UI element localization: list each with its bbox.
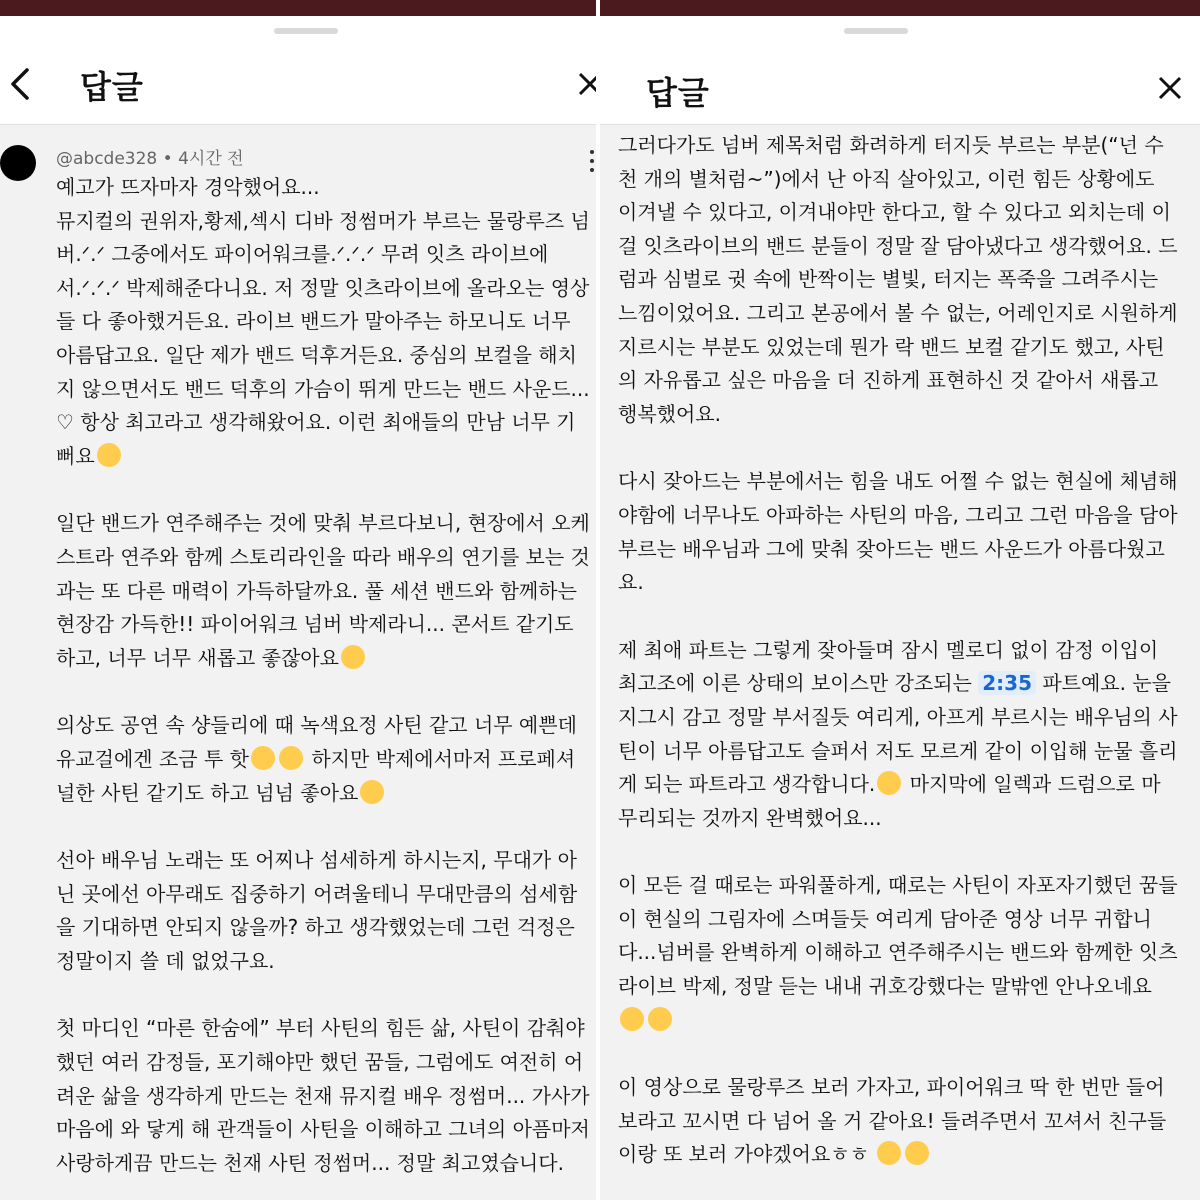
- chevron-left-icon: [7, 64, 33, 104]
- comment-text: 예고가 뜨자마자 경악했어요... 뮤지컬의 권위자,황제,섹시 디바 정썸머가 부르는 물랑루즈 넘버.ᐟ.ᐟ 그중에서도 파이어워크를.ᐟ.ᐟ.ᐟ 무려 잇츠 라이브에 서.ᐟ.ᐟ.ᐟ 박제해준다니요. 저 정말 잇츠라이브에 올라오는 영상들 다 좋아했거든요. 라이브 밴드가 말아주는 하모니도 너무 아름답고요. 일단 제가 밴드 덕후거든요. 중심의 보컬을 해치지 않으면서도 밴드 덕후의 가슴이 뛰게 만드는 밴드 사운드... ♡ 항상 최고라고 생각해왔어요. 이런 최애들의 만남 너무 기뻐요: [56, 175, 590, 468]
- comment-thread: [600, 125, 1200, 1200]
- comment-text: 제 최애 파트는 그렇게 잦아들며 잠시 멜로디 없이 감정 이입이 최고조에 이른 상태의 보이스만 강조되는: [618, 637, 1159, 696]
- comment-paragraph: [618, 634, 1178, 836]
- comment-paragraph: 첫 마디인 “마른 한숨에” 부터 사틴의 힘든 삶, 사틴이 감춰야했던 여러 감정들, 포기해야만 했던 꿈들, 그럼에도 여전히 어려운 삶을 생각하게 만드는 천재 뮤지컬 배우 정썸머... 가사가 마음에 와 닿게 해 관객들이 사틴을 이해하고 그녀의 아픔마저 사랑하게끔 만드는 천재 사틴 정썸머... 정말 최고였습니다.: [56, 1016, 590, 1175]
- comment-text: 일단 밴드가 연주해주는 것에 맞춰 부르다보니, 현장에서 오케스트라 연주와 함께 스토리라인을 따라 배우의 연기를 보는 것과는 또 다른 매력이 가득하달까요. 풀 세션 밴드와 함께하는 현장감 가득한!! 파이어워크 넘버 박제라니... 콘서트 같기도 하고, 너무 너무 새롭고 좋잖아요: [56, 511, 590, 670]
- page-title: 답글: [80, 68, 144, 106]
- sheet-header: [600, 16, 1200, 124]
- comment-text: 하지만 박제에서마저 프로페셔널한 사틴 같기도 하고 넘넘 좋아요: [56, 746, 576, 805]
- grinning-face-emoji-icon: [360, 780, 384, 804]
- comment-text: 이 모든 걸 때로는 파워풀하게, 때로는 사틴이 자포자기했던 꿈들이 현실의 그림자에 스며들듯 여리게 담아준 영상 너무 귀합니다...넘버를 완벽하게 이해하고 연주해주시는 밴드와 함께한 잇츠라이브 박제, 정말 듣는 내내 귀호강했다는 말밖엔 안나오네요: [618, 873, 1178, 999]
- heart-eyes-emoji-icon: [97, 443, 121, 467]
- comment-text: 이 영상으로 물랑루즈 보러 가자고, 파이어워크 딱 한 번만 들어보라고 꼬시면 다 넘어 올 거 같아요! 들려주면서 꼬셔서 친구들이랑 또 보러 가야겠어요ㅎㅎ: [618, 1075, 1167, 1167]
- close-button[interactable]: [1150, 68, 1190, 108]
- relieved-face-emoji-icon: [620, 1007, 644, 1031]
- more-vertical-icon-dot: [590, 159, 594, 163]
- heart-hands-emoji-icon: [648, 1007, 672, 1031]
- comment-text: 마지막에 일렉과 드럼으로 마무리되는 것까지 완벽했어요...: [618, 772, 1161, 830]
- pleading-face-emoji-icon: [341, 645, 365, 669]
- comment-meta: [56, 144, 244, 169]
- comment-paragraph: 선아 배우님 노래는 또 어찌나 섬세하게 하시는지, 무대가 아닌 곳에선 아무래도 집중하기 어려울테니 무대만큼의 섬세함을 기대하면 안되지 않을까? 하고 생각했었는데 그런 걱정은 정말이지 쓸 데 없었구요.: [56, 848, 578, 973]
- avatar[interactable]: [0, 145, 36, 181]
- drag-handle[interactable]: [844, 28, 908, 34]
- sheet-header: [0, 16, 596, 124]
- comment-paragraph: [618, 869, 1178, 1037]
- grinning-face-emoji-icon: [905, 1141, 929, 1165]
- peeking-face-emoji-icon: [251, 746, 275, 770]
- timestamp-link[interactable]: 2:35: [978, 671, 1036, 695]
- comment-paragraph: [56, 709, 590, 810]
- comment-body: [618, 129, 1178, 1200]
- status-bar-strip: [0, 0, 596, 16]
- drag-handle[interactable]: [274, 28, 338, 34]
- close-button[interactable]: [570, 64, 596, 104]
- pleading-face-emoji-icon: [877, 771, 901, 795]
- reply-sheet-right: [600, 16, 1200, 1200]
- comment-time: 4시간 전: [178, 149, 244, 169]
- close-icon: [577, 71, 596, 97]
- comment-body: [56, 171, 590, 1200]
- comment-paragraph: 그러다가도 넘버 제목처럼 화려하게 터지듯 부르는 부분(“넌 수천 개의 별처럼~”)에서 난 아직 살아있고, 이런 힘든 상황에도 이겨낼 수 있다고, 이겨내야만 한다고, 할 수 있다고 외치는데 이걸 잇츠라이브의 밴드 분들이 정말 잘 담아냈다고 생각했어요. 드럼과 심벌로 귓 속에 반짝이는 별빛, 터지는 폭죽을 그려주시는 느낌이었어요. 그리고 본공에서 볼 수 없는, 어레인지로 시원하게 지르시는 부분도 있었는데 뭔가 락 밴드 보컬 같기도 했고, 사틴의 자유롭고 싶은 마음을 더 진하게 표현하신 것 같아서 새롭고 행복했어요.: [618, 133, 1178, 426]
- comment-paragraph: [56, 171, 590, 473]
- grinning-face-emoji-icon: [877, 1141, 901, 1165]
- comment-text: 의상도 공연 속 샹들리에 때 녹색요정 사틴 같고 너무 예쁜데 유교걸에겐 조금 투 핫: [56, 713, 577, 771]
- page-title: 답글: [646, 74, 710, 112]
- reply-sheet-left: [0, 16, 596, 1200]
- back-button[interactable]: [0, 64, 40, 104]
- close-icon: [1157, 75, 1183, 101]
- comment-text: 파트예요. 눈을 지그시 감고 정말 부서질듯 여리게, 아프게 부르시는 배우님의 사틴이 너무 아름답고도 슬퍼서 저도 모르게 같이 이입해 눈물 흘리게 되는 파트라고 생각합니다.: [618, 671, 1178, 797]
- comment-author[interactable]: @abcde328: [56, 149, 158, 169]
- comment-thread: [0, 125, 596, 1200]
- more-vertical-icon-dot: [590, 168, 594, 172]
- status-bar-strip: [600, 0, 1200, 16]
- meta-dot: •: [162, 149, 179, 169]
- comment-paragraph: 다시 잦아드는 부분에서는 힘을 내도 어쩔 수 없는 현실에 체념해야함에 너무나도 아파하는 사틴의 마음, 그리고 그런 마음을 담아 부르는 배우님과 그에 맞춰 잦아드는 밴드 사운드가 아름다웠고요.: [618, 469, 1178, 595]
- comment-paragraph: [618, 1071, 1178, 1172]
- comment-paragraph: [56, 507, 590, 675]
- more-vertical-icon: [590, 150, 594, 154]
- peeking-face-emoji-icon: [279, 746, 303, 770]
